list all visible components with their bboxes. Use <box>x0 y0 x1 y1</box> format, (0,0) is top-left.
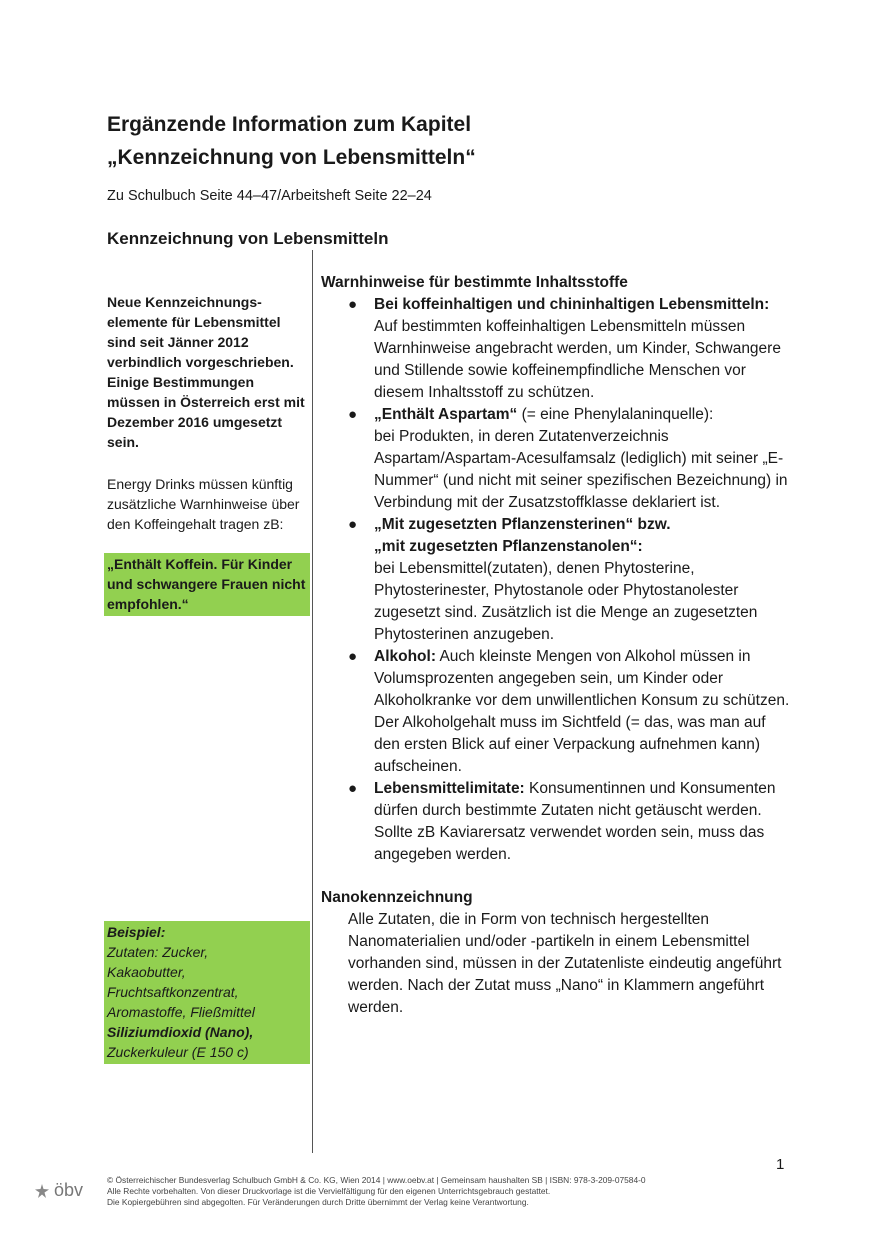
example-box <box>104 921 310 1064</box>
title-line-1: Ergänzende Information zum Kapitel <box>107 113 472 136</box>
list-item <box>348 514 791 646</box>
bullet-icon: ● <box>348 516 358 533</box>
bullet-icon: ● <box>348 406 358 423</box>
publisher-logo <box>34 1180 83 1201</box>
warn-list <box>321 294 791 866</box>
warn-heading: Warnhinweise für bestimmte Inhaltsstoffe <box>321 274 628 291</box>
nano-text: Alle Zutaten, die in Form von technisch hergestellten Nanomaterialien und/oder -partikeln in einem Lebensmittel vorhanden sind, müssen in der Zutatenliste eindeutig angeführt werden. Nach der Zutat muss „Nano“ in Klammern angeführt werden. <box>348 911 782 1016</box>
footer-line: © Österreichischer Bundesverlag Schulbuch GmbH & Co. KG, Wien 2014 | www.oebv.at | Gemeinsam haushalten SB | ISBN: 978-3-209-07584-0 <box>107 1175 646 1185</box>
bullet-icon: ● <box>348 648 358 665</box>
bullet-text: bei Lebensmittel(zutaten), denen Phytosterine, Phytosterinester, Phytostanole oder Phytostanolester zugesetzt sind. Zusätzlich ist die Menge an zugesetzten Phytosterinen anzugeben. <box>374 560 758 643</box>
sidebar-energy-text: Energy Drinks müssen künftig zusätzliche Warnhinweise über den Koffeingehalt tragen zB: <box>107 476 300 532</box>
list-item <box>348 404 791 514</box>
footer <box>107 1175 646 1208</box>
title-line-2: „Kennzeichnung von Lebensmitteln“ <box>107 146 476 169</box>
bullet-text: Auch kleinste Mengen von Alkohol müssen in Volumsprozenten angegeben sein, um Kinder oder Alkoholkranke vor dem unwillentlichen Konsum zu schützen. Der Alkoholgehalt muss im Sichtfeld (= das, was man auf den ersten Blick auf einer Verpackung aufnehmen kann) aufscheinen. <box>374 648 790 775</box>
bullet-bold: „mit zugesetzten Pflanzenstanolen“: <box>374 538 643 555</box>
star-icon <box>34 1183 50 1199</box>
column-divider <box>312 250 313 1153</box>
bullet-text: bei Produkten, in deren Zutatenverzeichnis Aspartam/Aspartam-Acesulfamsalz (lediglich) mit seiner „E-Nummer“ (und nicht mit seiner spezifischen Bezeichnung) in Verbindung mit der Zusatzstoffklasse deklariert ist. <box>374 428 788 511</box>
list-item <box>348 646 791 778</box>
example-line-nano: Siliziumdioxid (Nano), <box>107 1024 254 1040</box>
list-item <box>348 778 791 866</box>
example-line: Zuckerkuleur (E 150 c) <box>107 1044 249 1060</box>
section-heading: Kennzeichnung von Lebensmitteln <box>107 229 389 248</box>
example-label: Beispiel: <box>107 924 166 940</box>
bullet-bold: Alkohol: <box>374 648 436 665</box>
bullet-bold: „Enthält Aspartam“ <box>374 406 518 423</box>
bullet-icon: ● <box>348 296 358 313</box>
energy-quote-box: „Enthält Koffein. Für Kinder und schwangere Frauen nicht empfohlen.“ <box>104 553 310 616</box>
bullet-bold: „Mit zugesetzten Pflanzensterinen“ bzw. <box>374 516 671 533</box>
page-title <box>107 108 476 174</box>
bullet-text: (= eine Phenylalaninquelle): <box>517 406 714 423</box>
bullet-icon: ● <box>348 780 358 797</box>
bullet-bold: Bei koffeinhaltigen und chininhaltigen Lebensmitteln: <box>374 296 770 313</box>
example-line: Aromastoffe, Fließmittel <box>107 1004 255 1020</box>
nano-heading: Nanokennzeichnung <box>321 889 473 906</box>
bullet-bold: Lebensmittelimitate: <box>374 780 525 797</box>
main-content <box>321 272 791 1019</box>
example-line: Zutaten: Zucker, <box>107 944 209 960</box>
sidebar-intro: Neue Kennzeichnungs-elemente für Lebensmittel sind seit Jänner 2012 verbindlich vorgeschrieben. Einige Bestimmungen müssen in Österreich erst mit Dezember 2016 umgesetzt sein. <box>107 294 305 450</box>
list-item <box>348 294 791 404</box>
example-line: Fruchtsaftkonzentrat, <box>107 984 239 1000</box>
logo-text: öbv <box>54 1180 84 1200</box>
example-line: Kakaobutter, <box>107 964 186 980</box>
footer-line: Die Kopiergebühren sind abgegolten. Für Veränderungen durch Dritte übernimmt der Verlag keine Verantwortung. <box>107 1197 529 1207</box>
bullet-text: Konsumentinnen und Konsumenten dürfen durch bestimmte Zutaten nicht getäuscht werden. Sollte zB Kaviarersatz verwendet worden sein, muss das angegeben werden. <box>374 780 776 863</box>
bullet-text: Auf bestimmten koffeinhaltigen Lebensmitteln müssen Warnhinweise angebracht werden, um Kinder, Schwangere und Stillende sowie koffeinempfindliche Menschen vor diesem Inhaltsstoff zu schützen. <box>374 318 781 401</box>
page-number: 1 <box>776 1156 785 1173</box>
footer-line: Alle Rechte vorbehalten. Von dieser Druckvorlage ist die Vervielfältigung für den eigenen Unterrichtsgebrauch gestattet. <box>107 1186 551 1196</box>
subtitle: Zu Schulbuch Seite 44–47/Arbeitsheft Seite 22–24 <box>107 188 432 204</box>
